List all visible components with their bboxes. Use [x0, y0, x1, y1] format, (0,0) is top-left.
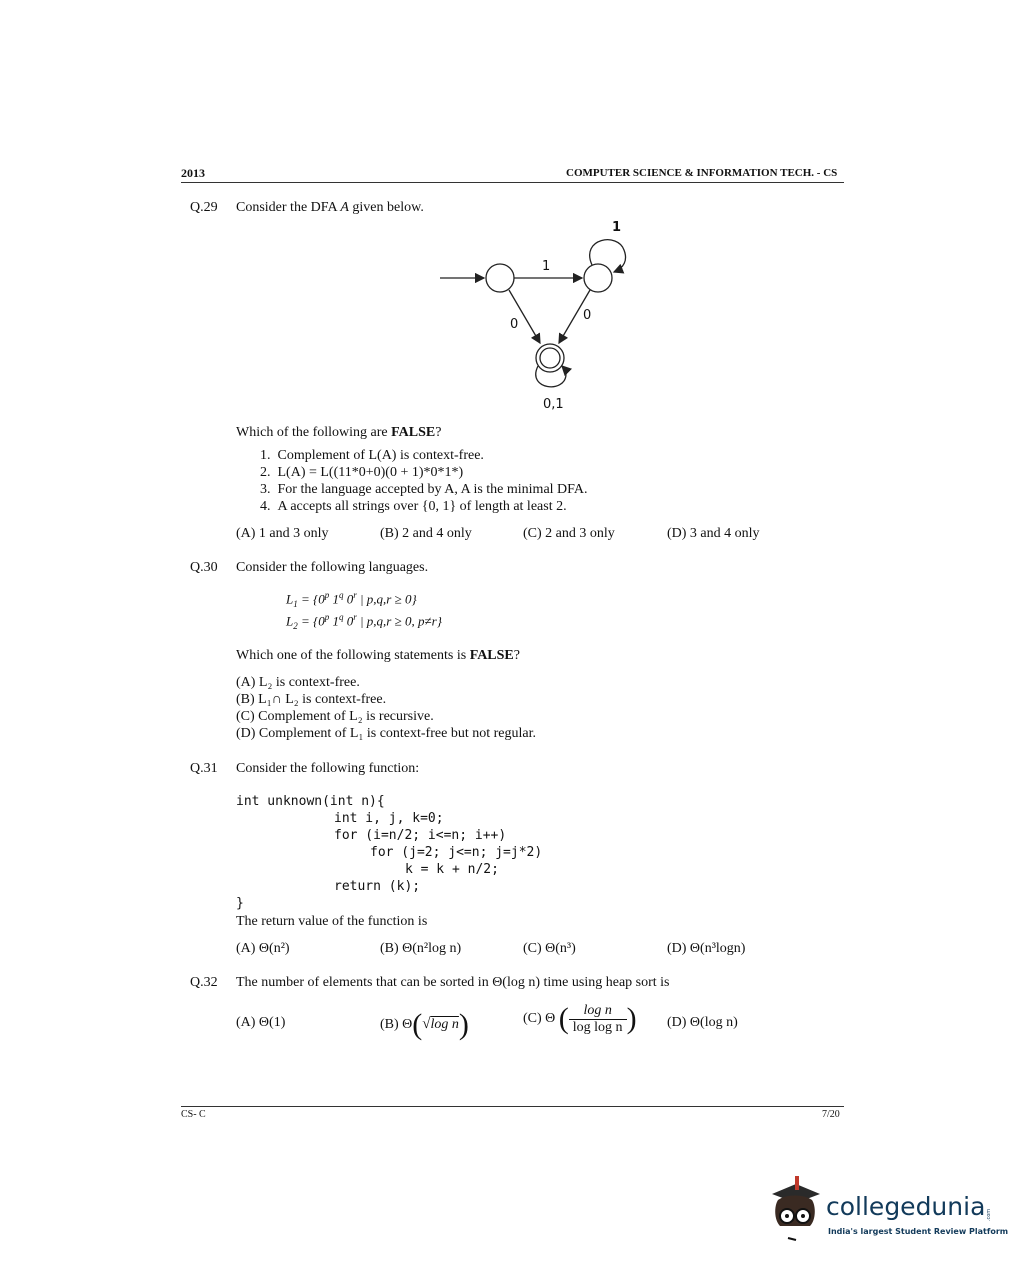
q30-option-d: (D) Complement of L₁ is context-free but not regular. — [236, 726, 536, 741]
label-edge-1: 1 — [542, 259, 551, 274]
dfa-diagram — [430, 210, 650, 415]
footer-left: CS- C — [181, 1109, 206, 1120]
q29-intro: Consider the DFA A given below. — [236, 200, 424, 215]
q30-question: Which one of the following statements is FALSE? — [236, 648, 520, 663]
code-line-5: k = k + n/2; — [405, 862, 499, 877]
q29-option-a: (A) 1 and 3 only — [236, 526, 329, 541]
label-edge-0-left: 0 — [510, 317, 519, 332]
header-subject: COMPUTER SCIENCE & INFORMATION TECH. - CS — [566, 167, 838, 179]
q32-option-b: (B) Θ(√log n) — [380, 1008, 469, 1041]
q29-item-3: 3. For the language accepted by A, A is the minimal DFA. — [260, 482, 588, 497]
q32-question: The number of elements that can be sorted in Θ(log n) time using heap sort is — [236, 975, 670, 990]
code-line-4: for (j=2; j<=n; j=j*2) — [370, 845, 543, 860]
state-q1 — [584, 264, 612, 292]
header-rule — [181, 182, 844, 183]
q31-option-a: (A) Θ(n²) — [236, 941, 290, 956]
q29-option-b: (B) 2 and 4 only — [380, 526, 472, 541]
header-year: 2013 — [181, 166, 205, 180]
q31-option-c: (C) Θ(n³) — [523, 941, 576, 956]
code-line-2: int i, j, k=0; — [334, 811, 444, 826]
q29-option-d: (D) 3 and 4 only — [667, 526, 760, 541]
q29-item-4: 4. A accepts all strings over {0, 1} of length at least 2. — [260, 499, 567, 514]
q30-option-c: (C) Complement of L₂ is recursive. — [236, 709, 434, 724]
label-loop-1: 1 — [612, 220, 622, 235]
q31-option-b: (B) Θ(n²log n) — [380, 941, 462, 956]
q31-option-d: (D) Θ(n³logn) — [667, 941, 746, 956]
q32-option-c: (C) Θ ( $\frac{\text{log n}}{\text{log log n}}$ ) — [523, 1002, 637, 1035]
q30-number: Q.30 — [190, 560, 218, 575]
state-q0 — [486, 264, 514, 292]
q30-l2-definition: $L_2 = \{0^p$ 1$^q$ 0$^r$ | p,q,r ≥ 0, p≠r} — [286, 612, 442, 631]
logo-com: .com — [986, 1208, 993, 1222]
logo-tagline: India's largest Student Review Platform — [828, 1227, 1009, 1236]
footer-rule — [181, 1106, 844, 1107]
q30-intro: Consider the following languages. — [236, 560, 429, 575]
q30-l1-definition: $L_1 = \{0^p$ 1$^q$ 0$^r$ | p,q,r ≥ 0} — [286, 590, 417, 609]
q32-option-a: (A) Θ(1) — [236, 1015, 286, 1030]
q32-option-d: (D) Θ(log n) — [667, 1015, 738, 1030]
q29-item-1: 1. Complement of L(A) is context-free. — [260, 448, 484, 463]
q32-number: Q.32 — [190, 975, 218, 990]
code-line-1: int unknown(int n){ — [236, 794, 385, 809]
q29-question: Which of the following are FALSE? — [236, 425, 442, 440]
code-line-6: return (k); — [334, 879, 421, 894]
q29-item-2: 2. L(A) = L((11*0+0)(0 + 1)*0*1*) — [260, 465, 464, 480]
q29-option-c: (C) 2 and 3 only — [523, 526, 615, 541]
code-line-7: } — [236, 896, 244, 911]
code-line-3: for (i=n/2; i<=n; i++) — [334, 828, 507, 843]
collegedunia-mascot-icon — [766, 1176, 824, 1246]
footer-page: 7/20 — [822, 1109, 840, 1120]
q30-option-b: (B) L₁∩ L₂ is context-free. — [236, 692, 387, 707]
q31-number: Q.31 — [190, 761, 218, 776]
label-edge-0-right: 0 — [583, 308, 592, 323]
q31-intro: Consider the following function: — [236, 761, 420, 776]
q30-option-a: (A) L₂ is context-free. — [236, 675, 360, 690]
q31-question: The return value of the function is — [236, 914, 428, 929]
logo-wordmark: collegedunia — [826, 1192, 986, 1221]
q29-number: Q.29 — [190, 200, 218, 215]
label-loop-01: 0,1 — [543, 397, 564, 412]
